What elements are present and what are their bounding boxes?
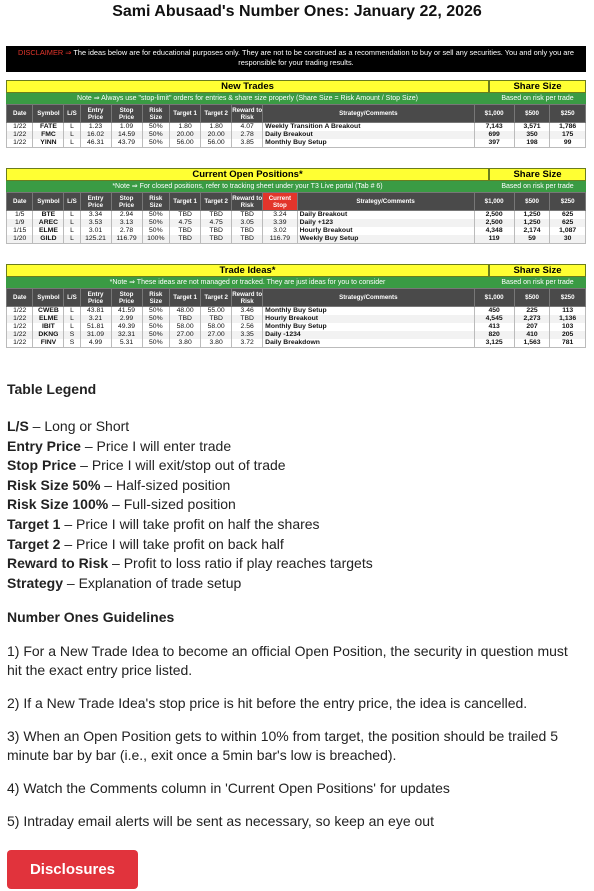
table-cell: 1/22	[7, 331, 33, 339]
table-cell: 32.31	[111, 331, 142, 339]
table-cell: 2.94	[111, 211, 142, 220]
table-cell: 1/22	[7, 315, 33, 323]
table-cell: 625	[550, 211, 586, 220]
table-cell: L	[64, 315, 80, 323]
legend-desc: – Price I will enter trade	[80, 437, 232, 454]
table-row	[7, 323, 586, 331]
table-legend	[7, 381, 587, 593]
table-cell: 2,174	[514, 227, 550, 235]
legend-term: Target 2	[7, 535, 61, 552]
legend-item	[7, 476, 587, 496]
table-cell: 4,348	[474, 227, 514, 235]
table-cell: 3.21	[80, 315, 111, 323]
table-cell: 119	[474, 235, 514, 244]
col-header: Symbol	[33, 289, 64, 307]
col-header: Stop Price	[111, 289, 142, 307]
legend-desc: – Full-sized position	[108, 496, 236, 513]
table-cell: 2.78	[232, 131, 263, 139]
table-cell: FATE	[33, 123, 64, 132]
table-cell: 3.01	[80, 227, 111, 235]
col-header: $250	[550, 193, 586, 211]
table-cell: 2.99	[111, 315, 142, 323]
table-cell: 50%	[142, 339, 170, 348]
table-cell: 56.00	[170, 139, 201, 148]
table-cell: 103	[550, 323, 586, 331]
table-cell: 50%	[142, 139, 170, 148]
table-cell: L	[64, 219, 80, 227]
table-cell: 4.75	[170, 219, 201, 227]
table-cell: 1/22	[7, 123, 33, 132]
table-cell: 50%	[142, 131, 170, 139]
legend-term: Risk Size 50%	[7, 476, 101, 493]
table-cell: 1,563	[514, 339, 550, 348]
table-cell: 1,786	[550, 123, 586, 132]
guideline-item: 4) Watch the Comments column in 'Current Open Positions' for updates	[7, 780, 450, 796]
table-row	[7, 315, 586, 323]
table-cell: 4.07	[232, 123, 263, 132]
share-size-note: Based on risk per trade	[489, 277, 586, 288]
open-positions-section	[6, 168, 586, 244]
table-cell: 7,143	[474, 123, 514, 132]
table-cell: S	[64, 331, 80, 339]
table-cell: 41.59	[111, 307, 142, 316]
table-cell: TBD	[170, 235, 201, 244]
table-cell: TBD	[232, 211, 263, 220]
col-header: Target 1	[170, 289, 201, 307]
table-cell: 3.05	[232, 219, 263, 227]
col-header: $1,000	[474, 105, 514, 123]
table-cell: 58.00	[201, 323, 232, 331]
col-header: Target 1	[170, 193, 201, 211]
table-cell: 27.00	[201, 331, 232, 339]
new-trades-note: Note ⇒ Always use "stop-limit" orders for entries & share size properly (Share Size = Risk Amount / Stop Size)	[6, 93, 489, 104]
legend-item	[7, 495, 587, 515]
col-header: $500	[514, 193, 550, 211]
col-header: Symbol	[33, 105, 64, 123]
table-cell: 2,500	[474, 219, 514, 227]
table-cell: 31.09	[80, 331, 111, 339]
table-cell: 3.35	[232, 331, 263, 339]
table-cell: 1/9	[7, 219, 33, 227]
table-cell: 350	[514, 131, 550, 139]
col-header: L/S	[64, 105, 80, 123]
table-cell: 4.99	[80, 339, 111, 348]
legend-item	[7, 554, 587, 574]
guideline-item: 5) Intraday email alerts will be sent as necessary, so keep an eye out	[7, 813, 434, 829]
table-cell: 1/22	[7, 139, 33, 148]
legend-term: L/S	[7, 418, 29, 434]
table-cell: 20.00	[170, 131, 201, 139]
table-cell: 100%	[142, 235, 170, 244]
col-header: Risk Size	[142, 105, 170, 123]
legend-desc: – Profit to loss ratio if play reaches targets	[108, 555, 373, 572]
table-cell: ELME	[33, 227, 64, 235]
table-cell: 49.39	[111, 323, 142, 331]
share-size-note: Based on risk per trade	[489, 93, 586, 104]
table-cell: 3.80	[170, 339, 201, 348]
col-header: Date	[7, 289, 33, 307]
table-cell: Daily -1234	[263, 331, 474, 339]
trade-ideas-table	[6, 288, 586, 348]
table-cell: 207	[514, 323, 550, 331]
legend-term: Risk Size 100%	[7, 496, 109, 513]
col-header: Symbol	[33, 193, 64, 211]
table-cell: 3.39	[263, 219, 297, 227]
col-header: Stop Price	[111, 193, 142, 211]
col-header: Stop Price	[111, 105, 142, 123]
trade-ideas-section	[6, 264, 586, 348]
new-trades-title: New Trades	[6, 80, 489, 93]
col-header: Current Stop	[263, 193, 297, 211]
table-cell: 4.75	[201, 219, 232, 227]
table-cell: AREC	[33, 219, 64, 227]
col-header: Entry Price	[80, 289, 111, 307]
table-cell: BTE	[33, 211, 64, 220]
legend-desc: – Explanation of trade setup	[63, 574, 242, 591]
table-cell: 2,273	[514, 315, 550, 323]
table-cell: Daily +123	[297, 219, 474, 227]
table-cell: Daily Breakdown	[263, 339, 474, 348]
legend-term: Entry Price	[7, 437, 81, 454]
table-cell: 1.80	[170, 123, 201, 132]
col-header: Target 2	[201, 105, 232, 123]
table-cell: 50%	[142, 315, 170, 323]
table-row	[7, 131, 586, 139]
legend-item	[7, 574, 587, 594]
table-cell: Monthly Buy Setup	[263, 139, 474, 148]
table-cell: L	[64, 139, 80, 148]
table-cell: TBD	[201, 227, 232, 235]
table-cell: ELME	[33, 315, 64, 323]
col-header: Reward to Risk	[232, 194, 263, 209]
table-cell: 16.02	[80, 131, 111, 139]
guideline-item: 1) For a New Trade Idea to become an official Open Position, the security in question must hit the exact entry price listed.	[7, 643, 568, 678]
table-cell: TBD	[232, 227, 263, 235]
table-cell: 3.46	[232, 307, 263, 316]
table-cell: 4,545	[474, 315, 514, 323]
table-cell: 56.00	[201, 139, 232, 148]
table-cell: 413	[474, 323, 514, 331]
table-cell: 99	[550, 139, 586, 148]
table-cell: L	[64, 235, 80, 244]
disclosures-button[interactable]: Disclosures	[7, 850, 138, 889]
table-cell: 58.00	[170, 323, 201, 331]
col-header: Risk Size	[142, 289, 170, 307]
legend-desc: – Price I will take profit on half the shares	[60, 515, 320, 532]
table-cell: Weekly Transition A Breakout	[263, 123, 474, 132]
table-cell: 55.00	[201, 307, 232, 316]
table-cell: 50%	[142, 227, 170, 235]
table-row	[7, 139, 586, 148]
table-cell: L	[64, 307, 80, 316]
share-size-header: Share Size	[489, 80, 586, 93]
table-cell: 27.00	[170, 331, 201, 339]
col-header: Strategy/Comments	[263, 105, 474, 123]
col-header: Target 2	[201, 193, 232, 211]
table-cell: 3.53	[80, 219, 111, 227]
legend-item	[7, 535, 587, 555]
table-cell: TBD	[201, 211, 232, 220]
legend-item	[7, 515, 587, 535]
col-header: $1,000	[474, 289, 514, 307]
open-positions-note: *Note ⇒ For closed positions, refer to tracking sheet under your T3 Live portal (Tab # 6)	[6, 181, 489, 192]
table-cell: Daily Breakout	[263, 131, 474, 139]
table-cell: Weekly Buy Setup	[297, 235, 474, 244]
col-header: Risk Size	[142, 193, 170, 211]
table-cell: 3,571	[514, 123, 550, 132]
table-cell: 3,125	[474, 339, 514, 348]
table-cell: 48.00	[170, 307, 201, 316]
col-header: Reward to Risk	[232, 290, 263, 305]
legend-item	[7, 437, 587, 457]
disclaimer-banner	[6, 46, 586, 72]
table-cell: 625	[550, 219, 586, 227]
table-cell: 50%	[142, 211, 170, 220]
table-cell: 14.59	[111, 131, 142, 139]
table-cell: 1,136	[550, 315, 586, 323]
table-cell: 1,087	[550, 227, 586, 235]
legend-term: Strategy	[7, 574, 64, 591]
col-header: Reward to Risk	[232, 106, 263, 121]
table-cell: 59	[514, 235, 550, 244]
table-cell: GILD	[33, 235, 64, 244]
table-cell: L	[64, 123, 80, 132]
table-cell: 3.34	[80, 211, 111, 220]
table-cell: 3.13	[111, 219, 142, 227]
col-header: Entry Price	[80, 193, 111, 211]
legend-item	[7, 456, 587, 476]
legend-heading: Table Legend	[7, 381, 97, 397]
table-cell: 450	[474, 307, 514, 316]
table-cell: 175	[550, 131, 586, 139]
col-header: Strategy/Comments	[297, 193, 474, 211]
table-cell: TBD	[232, 235, 263, 244]
table-row	[7, 219, 586, 227]
legend-term: Target 1	[7, 515, 61, 532]
disclaimer-tag: DISCLAIMER ⇒	[18, 48, 72, 57]
table-cell: 50%	[142, 331, 170, 339]
table-cell: IBIT	[33, 323, 64, 331]
table-cell: 46.31	[80, 139, 111, 148]
table-cell: 43.81	[80, 307, 111, 316]
table-cell: 1/22	[7, 323, 33, 331]
table-cell: 20.00	[201, 131, 232, 139]
table-cell: 1,250	[514, 211, 550, 220]
table-cell: TBD	[170, 211, 201, 220]
table-cell: 51.81	[80, 323, 111, 331]
table-cell: L	[64, 131, 80, 139]
open-positions-title: Current Open Positions*	[6, 168, 489, 181]
col-header: Entry Price	[80, 105, 111, 123]
table-row	[7, 331, 586, 339]
new-trades-section	[6, 80, 586, 148]
legend-term: Reward to Risk	[7, 555, 109, 572]
col-header: $250	[550, 289, 586, 307]
table-cell: 198	[514, 139, 550, 148]
share-size-header: Share Size	[489, 168, 586, 181]
table-cell: L	[64, 211, 80, 220]
table-cell: 1/5	[7, 211, 33, 220]
number-ones-table-image	[6, 46, 586, 363]
table-cell: 2.56	[232, 323, 263, 331]
table-cell: TBD	[201, 235, 232, 244]
table-cell: L	[64, 323, 80, 331]
legend-item	[7, 417, 587, 437]
table-cell: TBD	[170, 227, 201, 235]
table-cell: 50%	[142, 323, 170, 331]
table-cell: FMC	[33, 131, 64, 139]
col-header: Date	[7, 193, 33, 211]
table-cell: 1/22	[7, 307, 33, 316]
table-cell: 2.78	[111, 227, 142, 235]
table-cell: 820	[474, 331, 514, 339]
table-cell: 1.23	[80, 123, 111, 132]
table-cell: Monthly Buy Setup	[263, 307, 474, 316]
table-cell: 116.79	[263, 235, 297, 244]
guideline-item: 3) When an Open Position gets to within 10% from target, the position should be trailed 5 minute bar by bar (i.e., exit once a 5min bar's low is breached).	[7, 728, 558, 763]
share-size-note: Based on risk per trade	[489, 181, 586, 192]
col-header: $500	[514, 289, 550, 307]
col-header: $500	[514, 105, 550, 123]
col-header: Date	[7, 105, 33, 123]
table-cell: 116.79	[111, 235, 142, 244]
table-cell: Hourly Breakout	[297, 227, 474, 235]
table-cell: 699	[474, 131, 514, 139]
page-title: Sami Abusaad's Number Ones: January 22, 2026	[112, 3, 482, 20]
table-cell: 3.85	[232, 139, 263, 148]
col-header: Strategy/Comments	[263, 289, 474, 307]
table-row	[7, 211, 586, 220]
table-cell: 50%	[142, 219, 170, 227]
col-header: $1,000	[474, 193, 514, 211]
table-cell: TBD	[232, 315, 263, 323]
table-cell: 1/20	[7, 235, 33, 244]
table-row	[7, 339, 586, 348]
disclaimer-text: The ideas below are for educational purposes only. They are not to be construed as a recommendation to buy or sell any securities. You and only you are responsible for your trading results.	[71, 48, 574, 67]
table-cell: 1/22	[7, 339, 33, 348]
col-header: $250	[550, 105, 586, 123]
table-cell: YINN	[33, 139, 64, 148]
table-cell: CWEB	[33, 307, 64, 316]
table-cell: 3.72	[232, 339, 263, 348]
table-row	[7, 123, 586, 132]
legend-desc: – Long or Short	[28, 418, 130, 434]
legend-term: Stop Price	[7, 457, 77, 474]
table-cell: 1,250	[514, 219, 550, 227]
table-cell: S	[64, 339, 80, 348]
table-cell: 1/15	[7, 227, 33, 235]
table-cell: L	[64, 227, 80, 235]
open-positions-table	[6, 192, 586, 244]
table-cell: 1.80	[201, 123, 232, 132]
col-header: L/S	[64, 289, 80, 307]
table-cell: 50%	[142, 123, 170, 132]
table-cell: 410	[514, 331, 550, 339]
table-cell: DKNG	[33, 331, 64, 339]
guideline-item: 2) If a New Trade Idea's stop price is hit before the entry price, the idea is cancelled.	[7, 695, 528, 711]
new-trades-table	[6, 104, 586, 148]
table-row	[7, 235, 586, 244]
table-cell: TBD	[201, 315, 232, 323]
share-size-header: Share Size	[489, 264, 586, 277]
table-cell: FINV	[33, 339, 64, 348]
guidelines-heading: Number Ones Guidelines	[7, 609, 175, 625]
table-cell: 43.79	[111, 139, 142, 148]
table-cell: Monthly Buy Setup	[263, 323, 474, 331]
guidelines	[7, 609, 582, 845]
table-cell: 225	[514, 307, 550, 316]
legend-desc: – Half-sized position	[100, 476, 231, 493]
trade-ideas-title: Trade Ideas*	[6, 264, 489, 277]
table-cell: Hourly Breakout	[263, 315, 474, 323]
table-cell: 50%	[142, 307, 170, 316]
trade-ideas-note: *Note ⇒ These ideas are not managed or tracked. They are just ideas for you to consider	[6, 277, 489, 288]
table-cell: 1.09	[111, 123, 142, 132]
table-cell: 113	[550, 307, 586, 316]
table-cell: 781	[550, 339, 586, 348]
table-cell: 125.21	[80, 235, 111, 244]
legend-desc: – Price I will exit/stop out of trade	[76, 457, 286, 474]
table-row	[7, 307, 586, 316]
table-cell: 3.80	[201, 339, 232, 348]
table-cell: TBD	[170, 315, 201, 323]
table-cell: 3.24	[263, 211, 297, 220]
table-cell: Daily Breakout	[297, 211, 474, 220]
col-header: L/S	[64, 193, 80, 211]
table-cell: 205	[550, 331, 586, 339]
table-row	[7, 227, 586, 235]
table-cell: 2,500	[474, 211, 514, 220]
table-cell: 3.02	[263, 227, 297, 235]
col-header: Target 2	[201, 289, 232, 307]
col-header: Target 1	[170, 105, 201, 123]
table-cell: 1/22	[7, 131, 33, 139]
table-cell: 397	[474, 139, 514, 148]
legend-desc: – Price I will take profit on back half	[60, 535, 284, 552]
table-cell: 30	[550, 235, 586, 244]
table-cell: 5.31	[111, 339, 142, 348]
